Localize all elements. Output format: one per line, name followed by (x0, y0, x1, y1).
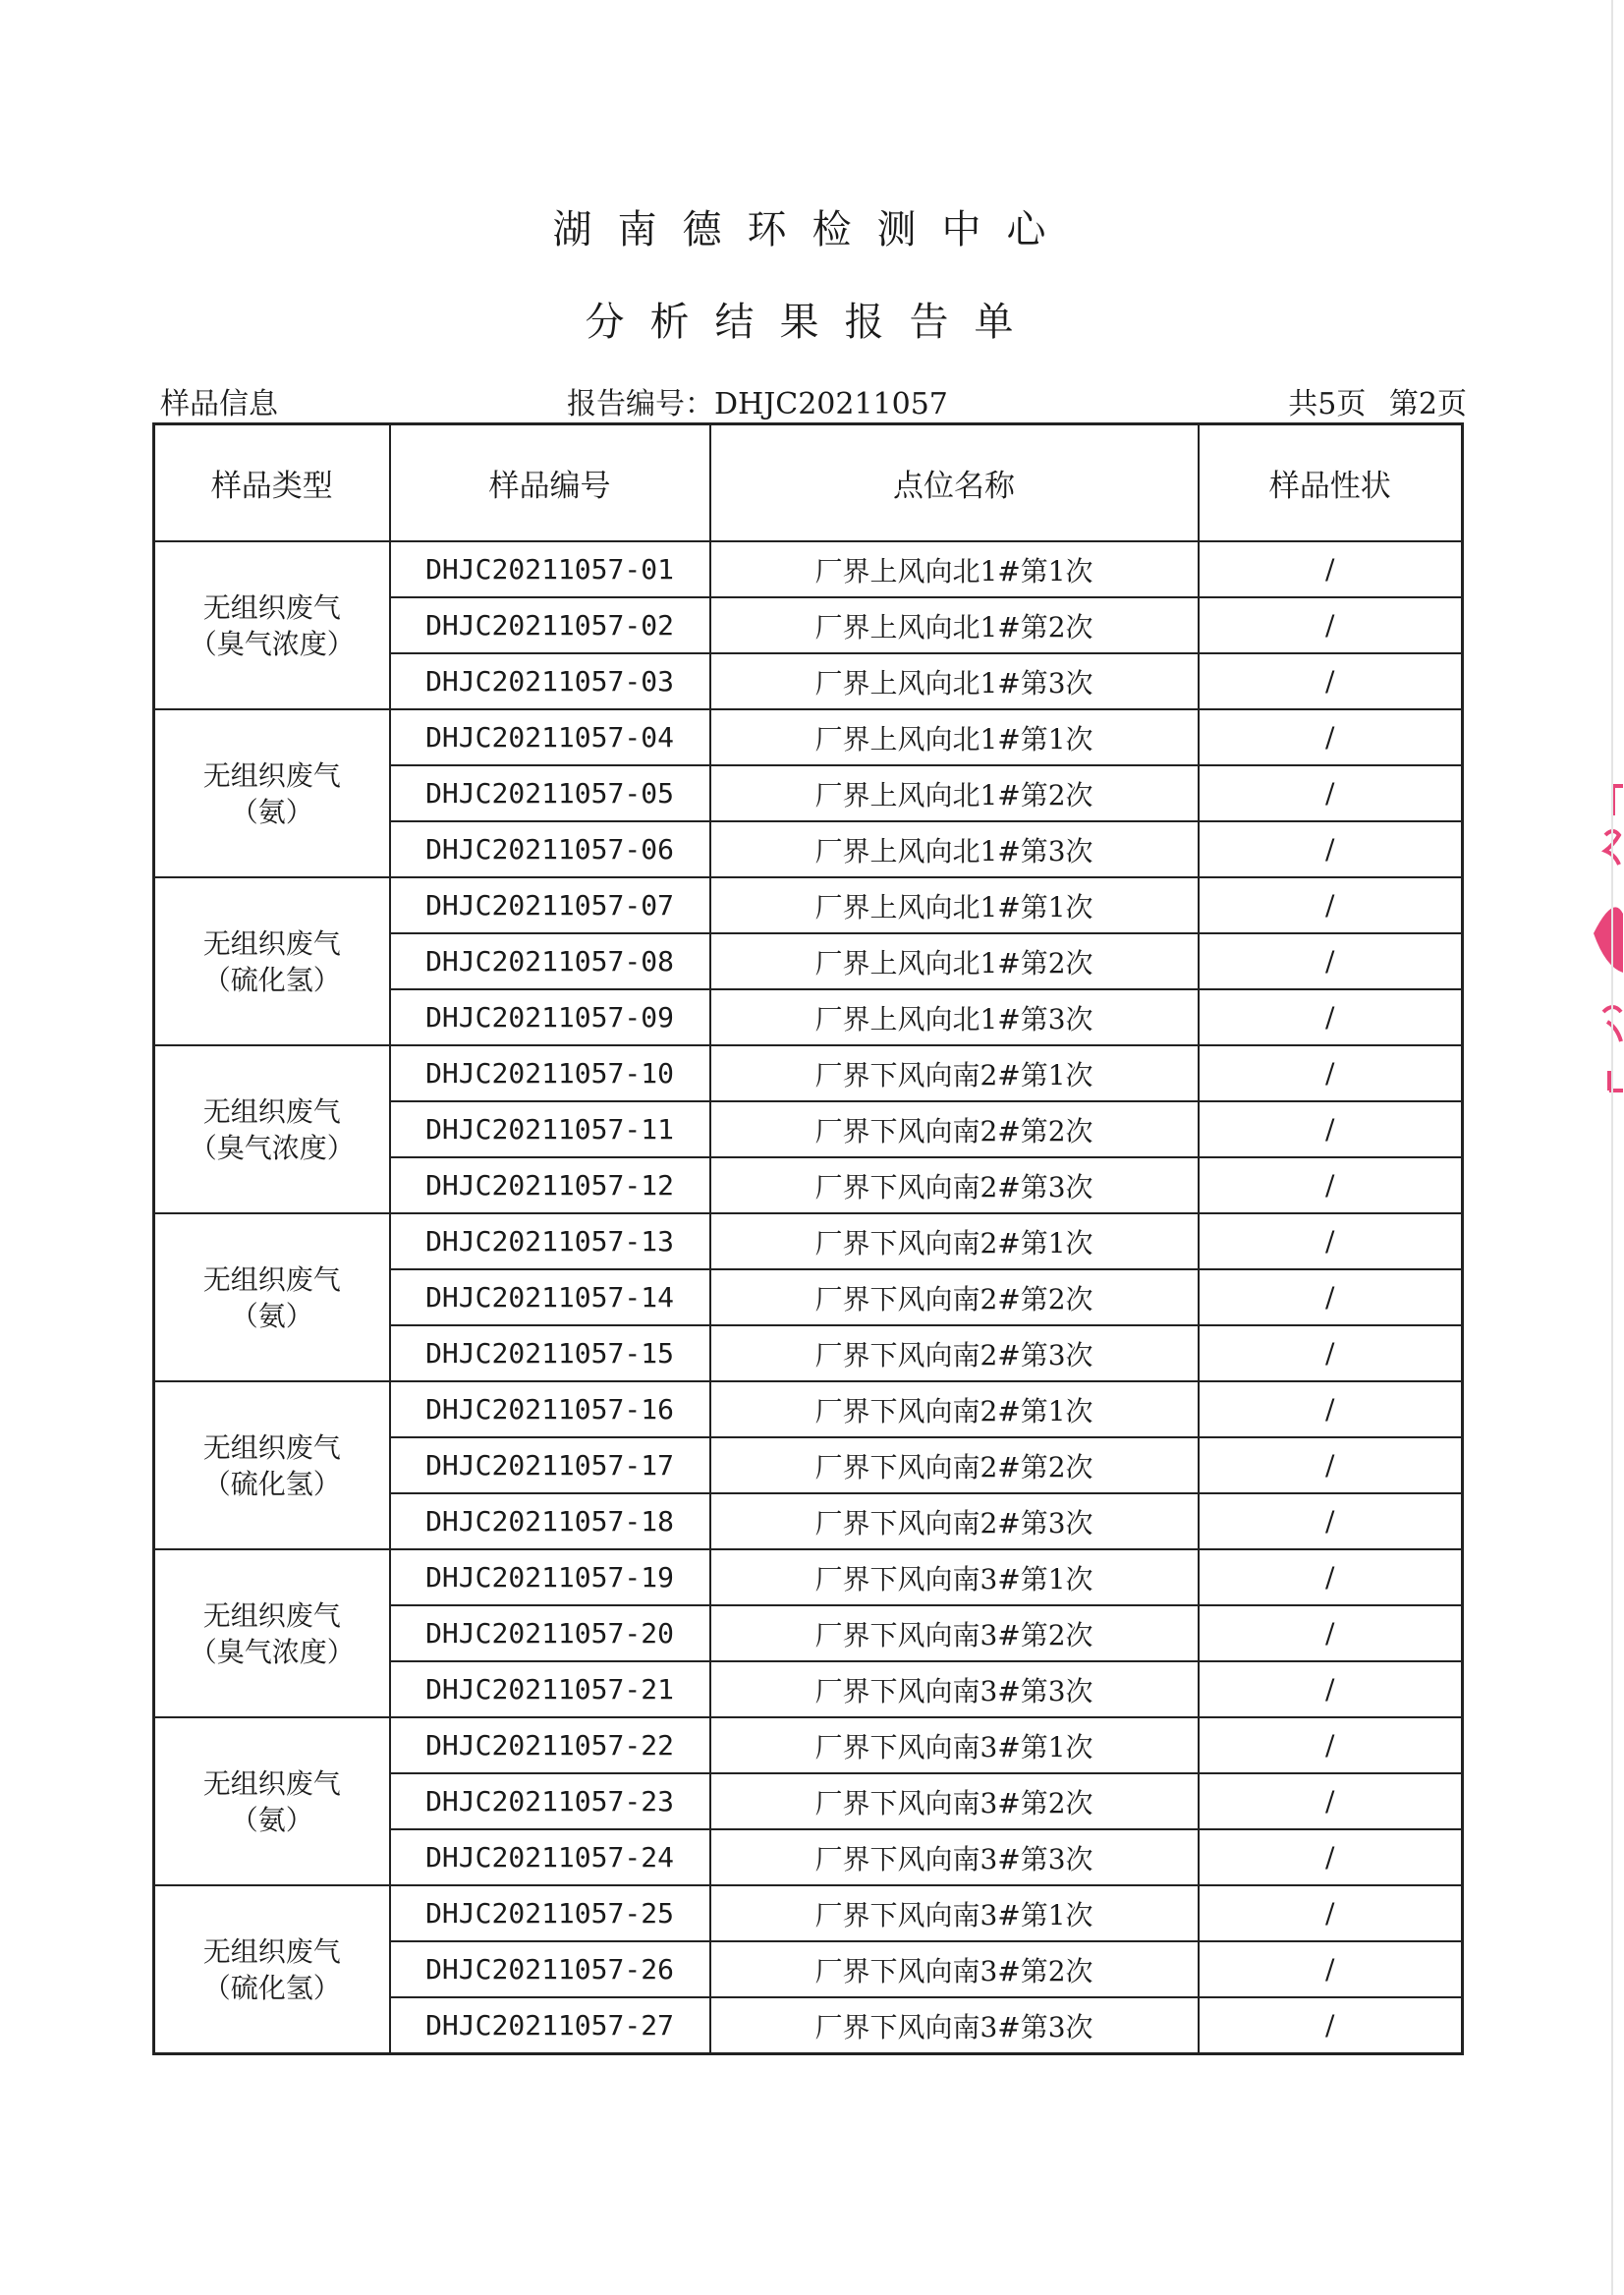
sample-type-analyte: （氨） (230, 795, 313, 828)
sample-code-cell: DHJC20211057-27 (390, 1997, 710, 2054)
location-cell: 厂界上风向北1#第3次 (710, 653, 1199, 709)
sample-type-name: 无组织废气 (202, 758, 341, 792)
sample-code-cell: DHJC20211057-07 (390, 877, 710, 933)
sample-state-cell: / (1199, 1997, 1463, 2054)
sample-code-cell: DHJC20211057-21 (390, 1661, 710, 1717)
location-cell: 厂界下风向南3#第2次 (710, 1605, 1199, 1661)
sample-code-cell: DHJC20211057-25 (390, 1885, 710, 1941)
sample-type-cell (154, 709, 390, 877)
location-cell: 厂界下风向南3#第3次 (710, 1829, 1199, 1885)
column-header-sample-state: 样品性状 (1199, 424, 1463, 542)
table-row (154, 1885, 1463, 1941)
location-cell: 厂界下风向南3#第2次 (710, 1773, 1199, 1829)
location-cell: 厂界下风向南2#第2次 (710, 1437, 1199, 1493)
sample-state-cell: / (1199, 989, 1463, 1045)
table-header-row (154, 424, 1463, 542)
sample-code-cell: DHJC20211057-23 (390, 1773, 710, 1829)
sample-type-analyte: （硫化氢） (202, 1971, 341, 2004)
sample-state-cell: / (1199, 1101, 1463, 1157)
table-row (154, 877, 1463, 933)
sample-code-cell: DHJC20211057-26 (390, 1941, 710, 1997)
location-cell: 厂界下风向南2#第3次 (710, 1325, 1199, 1381)
column-header-sample-code: 样品编号 (390, 424, 710, 542)
sample-type-name: 无组织废气 (202, 1934, 341, 1968)
sample-code-cell: DHJC20211057-03 (390, 653, 710, 709)
sample-state-cell: / (1199, 1325, 1463, 1381)
scan-edge-line (1611, 0, 1613, 2295)
sample-type-cell (154, 1717, 390, 1885)
sample-code-cell: DHJC20211057-14 (390, 1269, 710, 1325)
sample-code-cell: DHJC20211057-05 (390, 765, 710, 821)
sample-code-cell: DHJC20211057-15 (390, 1325, 710, 1381)
location-cell: 厂界下风向南3#第3次 (710, 1997, 1199, 2054)
sample-code-cell: DHJC20211057-16 (390, 1381, 710, 1437)
sample-code-cell: DHJC20211057-09 (390, 989, 710, 1045)
sample-code-cell: DHJC20211057-06 (390, 821, 710, 877)
sample-code-cell: DHJC20211057-19 (390, 1549, 710, 1605)
sample-code-cell: DHJC20211057-04 (390, 709, 710, 765)
column-header-location: 点位名称 (710, 424, 1199, 542)
location-cell: 厂界下风向南3#第3次 (710, 1661, 1199, 1717)
location-cell: 厂界下风向南3#第1次 (710, 1549, 1199, 1605)
sample-type-analyte: （硫化氢） (202, 963, 341, 996)
sample-state-cell: / (1199, 1941, 1463, 1997)
page-info: 共5页 第2页 (1288, 387, 1467, 421)
sample-type-name: 无组织废气 (202, 1094, 341, 1128)
sample-type-analyte: （臭气浓度） (189, 1131, 355, 1164)
sample-state-cell: / (1199, 1661, 1463, 1717)
column-header-sample-type: 样品类型 (154, 424, 390, 542)
sample-code-cell: DHJC20211057-01 (390, 541, 710, 597)
sample-code-cell: DHJC20211057-10 (390, 1045, 710, 1101)
sample-state-cell: / (1199, 1885, 1463, 1941)
sample-state-cell: / (1199, 1829, 1463, 1885)
location-cell: 厂界下风向南3#第1次 (710, 1717, 1199, 1773)
sample-type-analyte: （氨） (230, 1803, 313, 1836)
location-cell: 厂界上风向北1#第1次 (710, 541, 1199, 597)
sample-code-cell: DHJC20211057-22 (390, 1717, 710, 1773)
sample-state-cell: / (1199, 709, 1463, 765)
sample-state-cell: / (1199, 653, 1463, 709)
sample-state-cell: / (1199, 877, 1463, 933)
sample-state-cell: / (1199, 933, 1463, 989)
sample-code-cell: DHJC20211057-12 (390, 1157, 710, 1213)
sample-type-cell (154, 1885, 390, 2054)
sample-type-name: 无组织废气 (202, 1598, 341, 1632)
location-cell: 厂界下风向南2#第1次 (710, 1213, 1199, 1269)
location-cell: 厂界下风向南2#第2次 (710, 1269, 1199, 1325)
sample-type-cell (154, 877, 390, 1045)
sample-type-name: 无组织废气 (202, 590, 341, 624)
sample-code-cell: DHJC20211057-18 (390, 1493, 710, 1549)
sample-type-analyte: （氨） (230, 1299, 313, 1332)
location-cell: 厂界下风向南2#第3次 (710, 1493, 1199, 1549)
table-row (154, 541, 1463, 597)
table-body (154, 541, 1463, 2054)
location-cell: 厂界上风向北1#第3次 (710, 989, 1199, 1045)
sample-type-analyte: （硫化氢） (202, 1467, 341, 1500)
location-cell: 厂界下风向南2#第2次 (710, 1101, 1199, 1157)
table-row (154, 1381, 1463, 1437)
sample-state-cell: / (1199, 1381, 1463, 1437)
sample-type-cell (154, 1381, 390, 1549)
table-row (154, 709, 1463, 765)
sample-code-cell: DHJC20211057-11 (390, 1101, 710, 1157)
table-row (154, 1213, 1463, 1269)
sample-state-cell: / (1199, 1157, 1463, 1213)
location-cell: 厂界上风向北1#第3次 (710, 821, 1199, 877)
report-meta-row (160, 379, 1467, 419)
sample-code-cell: DHJC20211057-02 (390, 597, 710, 653)
table-row (154, 1549, 1463, 1605)
location-cell: 厂界下风向南3#第2次 (710, 1941, 1199, 1997)
sample-state-cell: / (1199, 1213, 1463, 1269)
sample-type-cell (154, 1213, 390, 1381)
sample-state-cell: / (1199, 1269, 1463, 1325)
sample-state-cell: / (1199, 1493, 1463, 1549)
sample-info-table (152, 422, 1464, 2055)
location-cell: 厂界下风向南3#第1次 (710, 1885, 1199, 1941)
sample-type-analyte: （臭气浓度） (189, 1635, 355, 1668)
sample-type-analyte: （臭气浓度） (189, 627, 355, 660)
sample-state-cell: / (1199, 1717, 1463, 1773)
sample-state-cell: / (1199, 1045, 1463, 1101)
sample-state-cell: / (1199, 597, 1463, 653)
table-row (154, 1717, 1463, 1773)
sample-type-name: 无组织废气 (202, 1262, 341, 1296)
sample-type-cell (154, 1045, 390, 1213)
document-title: 分析结果报告单 (585, 300, 1039, 345)
sample-type-name: 无组织废气 (202, 926, 341, 960)
sample-state-cell: / (1199, 1549, 1463, 1605)
location-cell: 厂界上风向北1#第1次 (710, 709, 1199, 765)
sample-state-cell: / (1199, 1437, 1463, 1493)
sample-code-cell: DHJC20211057-20 (390, 1605, 710, 1661)
location-cell: 厂界下风向南2#第3次 (710, 1157, 1199, 1213)
location-cell: 厂界上风向北1#第2次 (710, 597, 1199, 653)
sample-type-cell (154, 541, 390, 709)
sample-state-cell: / (1199, 1605, 1463, 1661)
report-number-label: 报告编号： (567, 387, 714, 421)
sample-type-name: 无组织废气 (202, 1430, 341, 1464)
sample-code-cell: DHJC20211057-13 (390, 1213, 710, 1269)
sample-state-cell: / (1199, 541, 1463, 597)
location-cell: 厂界上风向北1#第2次 (710, 765, 1199, 821)
report-number (567, 379, 948, 422)
location-cell: 厂界下风向南2#第1次 (710, 1381, 1199, 1437)
sample-code-cell: DHJC20211057-24 (390, 1829, 710, 1885)
sample-type-name: 无组织废气 (202, 1766, 341, 1800)
red-seal-stamp (1584, 776, 1623, 1100)
organization-title: 湖南德环检测中心 (552, 207, 1072, 252)
sample-code-cell: DHJC20211057-08 (390, 933, 710, 989)
section-label: 样品信息 (160, 387, 278, 421)
location-cell: 厂界下风向南2#第1次 (710, 1045, 1199, 1101)
location-cell: 厂界上风向北1#第1次 (710, 877, 1199, 933)
sample-code-cell: DHJC20211057-17 (390, 1437, 710, 1493)
report-number-value: DHJC20211057 (714, 387, 948, 421)
sample-state-cell: / (1199, 1773, 1463, 1829)
table-row (154, 1045, 1463, 1101)
sample-state-cell: / (1199, 821, 1463, 877)
location-cell: 厂界上风向北1#第2次 (710, 933, 1199, 989)
sample-state-cell: / (1199, 765, 1463, 821)
sample-type-cell (154, 1549, 390, 1717)
